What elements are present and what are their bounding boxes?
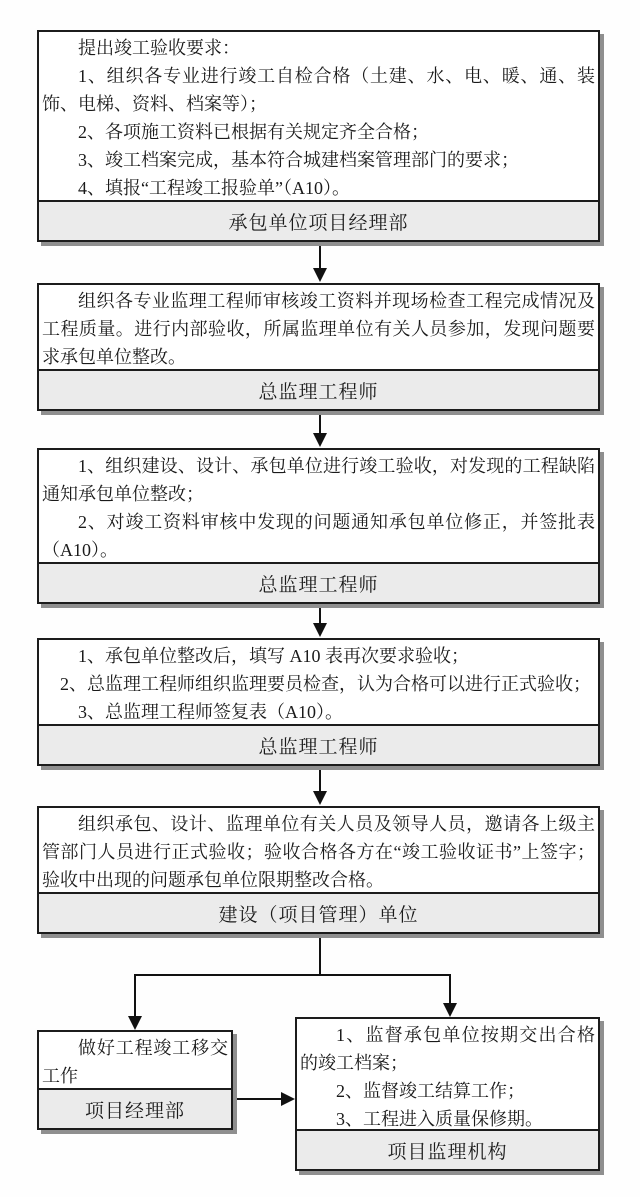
step-5-box [37, 806, 600, 934]
step-7-paragraph: 2、监督竣工结算工作； [336, 1081, 525, 1101]
step-5-paragraph: 组织承包、设计、监理单位有关人员及领导人员，邀请各上级主管部门人员进行正式验收；验收合格各方在“竣工验收证书”上签字；验收中出现的问题承包单位限期整改合格。 [42, 814, 595, 890]
arrowhead-step6 [128, 1016, 142, 1030]
step-7-content [297, 1019, 598, 1129]
step-3-box [37, 448, 600, 604]
step-1-paragraph: 3、竣工档案完成，基本符合城建档案管理部门的要求； [78, 150, 519, 170]
step-1-content [39, 32, 598, 200]
step-4-paragraph: 2、总监理工程师组织监理要员检查，认为合格可以进行正式验收； [60, 674, 591, 694]
step-3-actor-label: 总监理工程师 [39, 562, 598, 602]
step-4-box [37, 638, 600, 766]
step-7-paragraph: 1、监督承包单位按期交出合格的竣工档案； [300, 1025, 595, 1073]
arrowhead-step7-left [281, 1092, 295, 1106]
step-2-actor-label: 总监理工程师 [39, 369, 598, 409]
arrowhead-step7 [443, 1003, 457, 1017]
step-4-paragraph: 1、承包单位整改后，填写 A10 表再次要求验收； [78, 646, 469, 666]
step-6-actor-label: 项目经理部 [39, 1088, 231, 1128]
step-3-paragraph: 1、组织建设、设计、承包单位进行竣工验收，对发现的工程缺陷通知承包单位整改； [42, 456, 595, 504]
arrowhead-step3 [313, 433, 327, 447]
step-6-content [39, 1032, 231, 1088]
step-7-box [295, 1017, 600, 1171]
step-4-paragraph: 3、总监理工程师签复表（A10）。 [78, 702, 343, 722]
step-1-paragraph: 1、组织各专业进行竣工自检合格（土建、水、电、暖、通、装饰、电梯、资料、档案等）； [42, 66, 595, 114]
step-6-paragraph: 做好工程竣工移交工作 [42, 1038, 228, 1086]
arrowhead-step4 [313, 623, 327, 637]
arrowhead-step5 [313, 791, 327, 805]
step-2-box [37, 283, 600, 411]
step-7-actor-label: 项目监理机构 [297, 1129, 598, 1169]
step-2-paragraph: 组织各专业监理工程师审核竣工资料并现场检查工程完成情况及工程质量。进行内部验收，所属监理单位有关人员参加，发现问题要求承包单位整改。 [42, 291, 595, 367]
step-4-actor-label: 总监理工程师 [39, 724, 598, 764]
step-5-actor-label: 建设（项目管理）单位 [39, 892, 598, 932]
step-6-box [37, 1030, 233, 1130]
step-1-paragraph: 提出竣工验收要求： [78, 38, 240, 58]
step-3-content [39, 450, 598, 562]
arrowhead-step2 [313, 268, 327, 282]
step-5-content [39, 808, 598, 892]
step-3-paragraph: 2、对竣工资料审核中发现的问题通知承包单位修正，并签批表（A10）。 [42, 512, 595, 560]
step-1-actor-label: 承包单位项目经理部 [39, 200, 598, 240]
step-4-content [39, 640, 598, 724]
step-2-content [39, 285, 598, 369]
step-1-box [37, 30, 600, 242]
step-7-paragraph: 3、工程进入质量保修期。 [336, 1109, 543, 1129]
step-1-paragraph: 4、填报“工程竣工报验单”（A10）。 [78, 178, 350, 198]
step-1-paragraph: 2、各项施工资料已根据有关规定齐全合格； [78, 122, 429, 142]
